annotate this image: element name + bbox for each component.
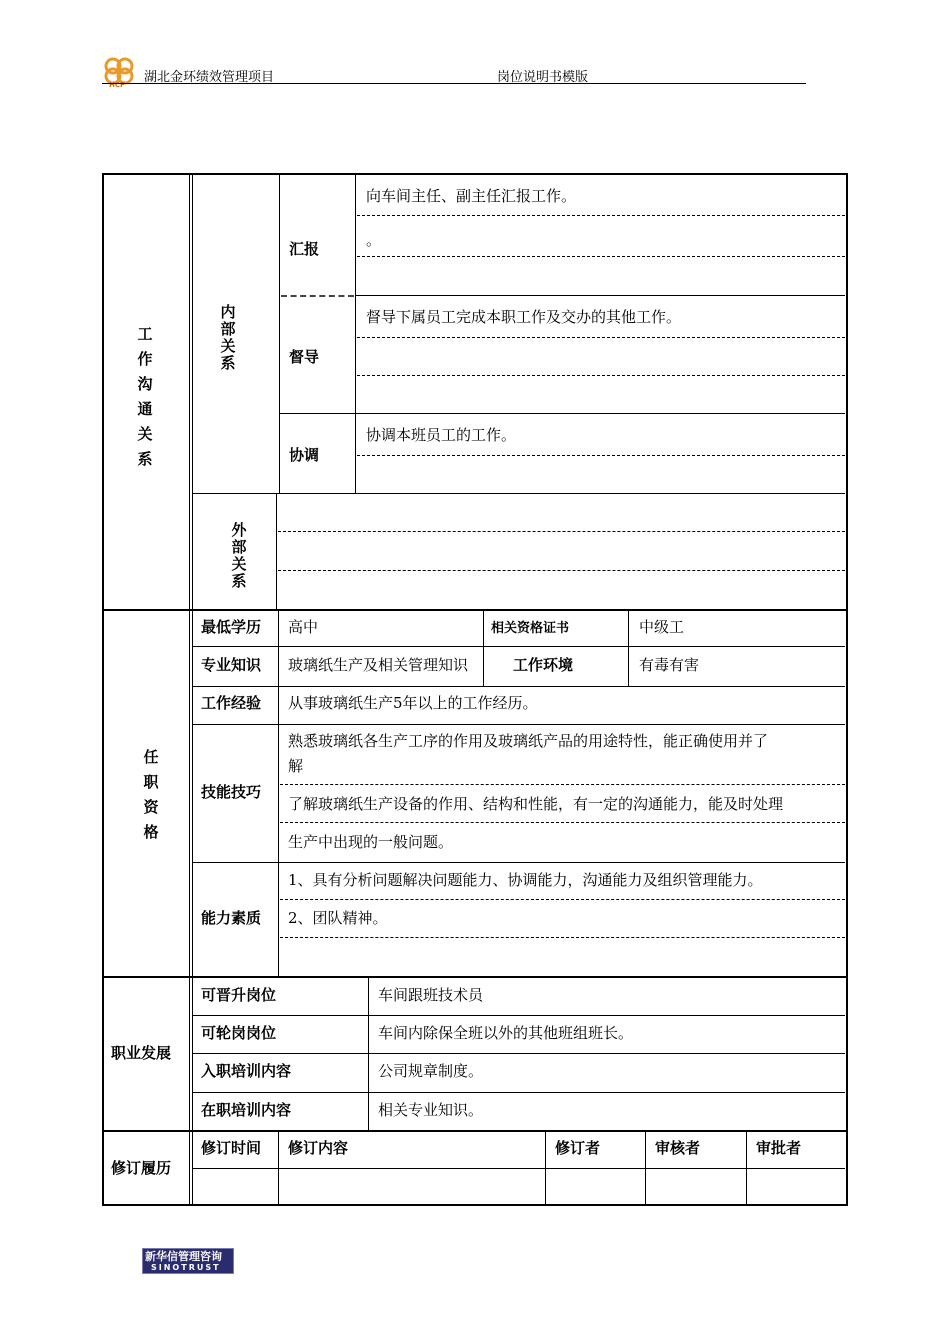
- revision-time-header: 修订时间: [201, 1139, 262, 1157]
- education-value: 高中: [288, 618, 319, 636]
- environment-value: 有毒有害: [639, 656, 700, 674]
- skills-line-1: 熟悉玻璃纸各生产工序的作用及玻璃纸产品的用途特性，能正确使用并了: [288, 732, 769, 750]
- section-title-revision: 修订履历: [111, 1159, 172, 1177]
- onboard-training-label: 入职培训内容: [201, 1062, 292, 1080]
- section-title-qualification: 任职资格: [143, 748, 159, 841]
- coordinate-text: 协调本班员工的工作。: [366, 426, 517, 444]
- knowledge-value: 玻璃纸生产及相关管理知识: [288, 656, 469, 674]
- ability-line-2: 2、团队精神。: [288, 909, 388, 927]
- footer-logo: [142, 1248, 234, 1274]
- onjob-training-label: 在职培训内容: [201, 1101, 292, 1119]
- skills-line-2: 解: [288, 757, 304, 775]
- experience-label: 工作经验: [201, 694, 262, 712]
- skills-label: 技能技巧: [201, 783, 262, 801]
- onboard-training-value: 公司规章制度。: [378, 1062, 484, 1080]
- footer-logo-cn: 新华信管理咨询: [145, 1250, 222, 1263]
- section-title-communication: 工作沟通关系: [137, 325, 153, 468]
- rotate-value: 车间内除保全班以外的其他班组班长。: [378, 1024, 634, 1042]
- coordinate-label: 协调: [289, 446, 320, 464]
- skills-line-3: 了解玻璃纸生产设备的作用、结构和性能，有一定的沟通能力，能及时处理: [288, 795, 784, 813]
- experience-value: 从事玻璃纸生产5年以上的工作经历。: [288, 694, 538, 712]
- job-description-table: [102, 173, 848, 1206]
- project-name: 湖北金环绩效管理项目: [144, 70, 275, 85]
- environment-label: 工作环境: [513, 656, 574, 674]
- company-logo: [101, 56, 137, 90]
- logo-text: HCF: [109, 81, 125, 89]
- supervise-text: 督导下属员工完成本职工作及交办的其他工作。: [366, 308, 682, 326]
- certificate-value: 中级工: [639, 618, 685, 636]
- divider: [102, 609, 848, 611]
- internal-relations-label: 内部关系: [220, 303, 236, 372]
- footer-logo-en: SINOTRUST: [151, 1263, 221, 1272]
- skills-line-4: 生产中出现的一般问题。: [288, 833, 454, 851]
- revision-content-header: 修订内容: [288, 1139, 349, 1157]
- external-relations-label: 外部关系: [231, 521, 247, 590]
- divider: [102, 1130, 848, 1132]
- revision-approver-header: 审批者: [756, 1139, 802, 1157]
- rotate-label: 可轮岗岗位: [201, 1024, 277, 1042]
- ability-line-1: 1、具有分析问题解决问题能力、协调能力，沟通能力及组织管理能力。: [288, 871, 763, 889]
- knowledge-label: 专业知识: [201, 656, 262, 674]
- revision-reviewer-header: 审核者: [655, 1139, 701, 1157]
- revision-editor-header: 修订者: [555, 1139, 601, 1157]
- report-text: 向车间主任、副主任汇报工作。: [366, 187, 577, 205]
- promote-label: 可晋升岗位: [201, 986, 277, 1004]
- certificate-label: 相关资格证书: [491, 621, 570, 636]
- supervise-label: 督导: [289, 348, 320, 366]
- header-divider: [102, 83, 806, 84]
- section-title-career: 职业发展: [111, 1044, 172, 1062]
- promote-value: 车间跟班技术员: [378, 986, 484, 1004]
- onjob-training-value: 相关专业知识。: [378, 1101, 484, 1119]
- report-label: 汇报: [289, 240, 320, 258]
- document-title: 岗位说明书模版: [497, 70, 589, 85]
- education-label: 最低学历: [201, 618, 262, 636]
- ability-label: 能力素质: [201, 909, 262, 927]
- divider: [102, 976, 848, 978]
- report-text-2: 。: [366, 231, 382, 249]
